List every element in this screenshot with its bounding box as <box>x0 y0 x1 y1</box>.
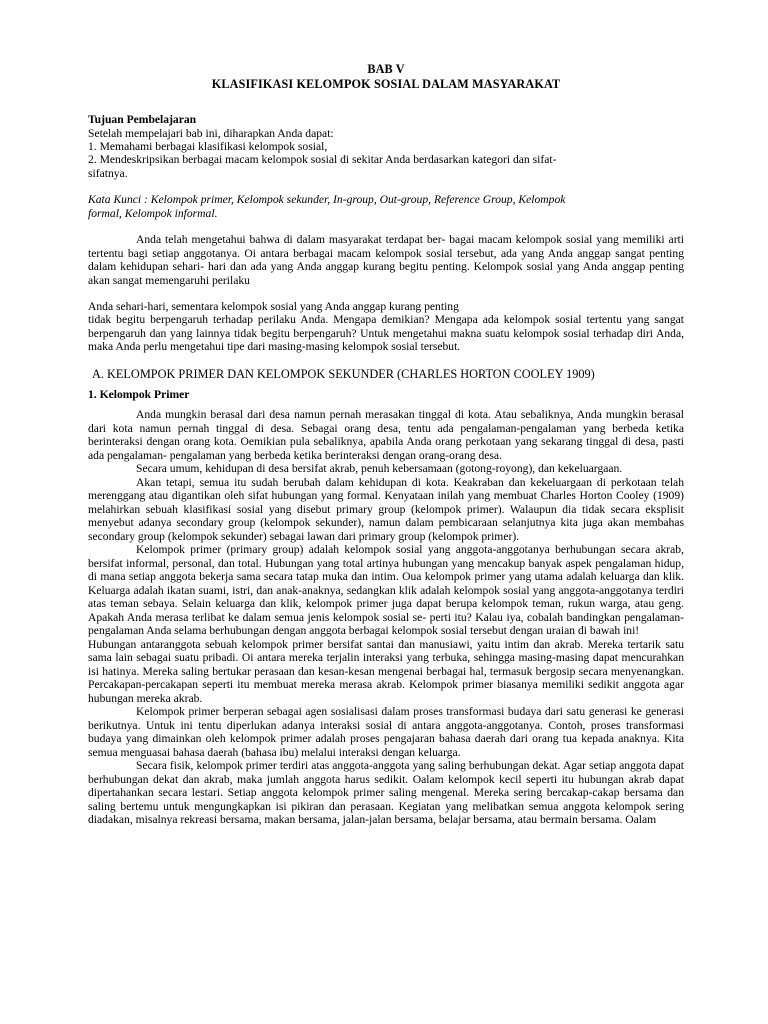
intro-paragraph-1: Anda telah mengetahui bahwa di dalam masyarakat terdapat ber- bagai macam kelompok sosial yang memiliki arti tertentu bagi setiap anggotanya. Oi antara berbagai macam kelompok sosial tersebut, ada yang Anda anggap sangat penting dalam kehidupan sehari- hari dan ada yang Anda anggap kurang begitu penting. Kelompok sosial yang Anda anggap penting akan sangat memengaruhi perilaku <box>88 233 684 287</box>
spacer <box>88 91 684 113</box>
spacer <box>88 220 684 233</box>
section-a-paragraph-4: Kelompok primer (primary group) adalah kelompok sosial yang anggota-anggotanya berhubungan secara akrab, bersifat informal, personal, dan total. Hubungan yang total artinya hubungan yang mencakup banyak aspek pengalaman hidup, di mana setiap anggota bekerja sama secara tatap muka dan intim. Oua kelompok primer yang utama adalah keluarga dan klik. Keluarga adalah ikatan suami, istri, dan anak-anaknya, sedangkan klik adalah kelompok sosial yang anggota-anggotanya terdiri atas teman sebaya. Selain keluarga dan klik, kelompok primer juga dapat berupa kelompok teman, rukun warga, atau geng. Apakah Anda merasa terlibat ke dalam semua jenis kelompok sosial se- perti itu? Kalau iya, cobalah bandingkan pengalaman-pengalaman Anda selama berhubungan dengan anggota berbagai kelompok sosial tersebut dengan uraian di bawah ini! <box>88 543 684 638</box>
section-a-paragraph-6: Kelompok primer berperan sebagai agen sosialisasi dalam proses transformasi budaya dari satu generasi ke generasi berikutnya. Untuk ini tentu diperlukan adanya interaksi sosial di antara anggota-anggotanya. Contoh, proses transformasi budaya yang dimainkan oleh kelompok primer adalah proses pengajaran bahasa daerah dari orang tua kepada anaknya. Kita semua menguasai bahasa daerah (bahasa ibu) melalui interaksi dengan keluarga. <box>88 705 684 759</box>
spacer <box>88 180 684 193</box>
chapter-heading <box>88 62 684 91</box>
intro-paragraph-2-body: tidak begitu berpengaruh terhadap perilaku Anda. Mengapa demikian? Mengapa ada kelompok sosial tertentu yang sangat berpengaruh dan yang lainnya tidak begitu berpengaruh? Untuk mengetahui makna suatu kelompok sosial terhadap diri Anda, maka Anda perlu mengetahui tipe dari masing-masing kelompok sosial tersebut. <box>88 313 684 354</box>
spacer <box>88 287 684 300</box>
keywords-line-1: Kata Kunci : Kelompok primer, Kelompok sekunder, In-group, Out-group, Reference Group, Kelompok <box>88 193 566 207</box>
page-content <box>88 62 684 827</box>
section-a-paragraph-3: Akan tetapi, semua itu sudah berubah dalam kehidupan di kota. Keakraban dan kekeluargaan di perkotaan telah merenggang atau digantikan oleh sifat hubungan yang formal. Kenyataan inilah yang membuat Charles Horton Cooley (1909) melahirkan sebuah klasifikasi sosial yang disebut primary group (kelompok primer). Walaupun dia tidak secara eksplisit menyebut adanya secondary group (kelompok sekunder), namun dalam pembicaraan selanjutnya kita juga akan membahas secondary group (kelompok sekunder) sebagai lawan dari primary group (kelompok primer). <box>88 475 684 543</box>
section-a-paragraph-7: Secara fisik, kelompok primer terdiri atas anggota-anggota yang saling berhubungan dekat. Agar setiap anggota dapat berhubungan dekat dan akrab, maka jumlah anggota harus sedikit. Oalam kelompok kecil seperti itu hubungan akrab dapat dipertahankan secara lestari. Setiap anggota kelompok primer saling mengenal. Mereka sering bercakap-cakap bersama dan saling bertemu untuk mengungkapkan isi pikiran dan perasaan. Kegiatan yang melibatkan semua anggota kelompok sering diadakan, misalnya rekreasi bersama, makan bersama, jalan-jalan bersama, belajar bersama, atau bermain bersama. Oalam <box>88 759 684 827</box>
learning-objective-item-2-continuation: sifatnya. <box>88 166 128 180</box>
section-a-subheading-1: 1. Kelompok Primer <box>88 387 190 401</box>
section-a-heading: A. KELOMPOK PRIMER DAN KELOMPOK SEKUNDER (CHARLES HORTON COOLEY 1909) <box>92 366 595 381</box>
spacer <box>88 354 684 367</box>
section-a-paragraph-1: Anda mungkin berasal dari desa namun pernah merasakan tinggal di kota. Atau sebaliknya, Anda mungkin berasal dari kota namun pernah tinggal di desa. Sebagai orang desa, tentu ada pengalaman-pengalaman yang berbeda ketika berinteraksi dengan orang kota. Oemikian pula sebaliknya, apabila Anda orang perkotaan yang sekarang tinggal di desa, pasti ada pengalaman- pengalaman yang berbeda ketika berinteraksi dengan orang-orang desa. <box>88 408 684 462</box>
section-a-paragraph-5: Hubungan antaranggota sebuah kelompok primer bersifat santai dan manusiawi, yaitu intim dan akrab. Mereka tertarik satu sama lain sebagai suatu pribadi. Oi antara mereka terjalin interaksi yang terbuka, sehingga masing-masing dapat mencurahkan isi hatinya. Mereka saling bertukar perasaan dan kesan-kesan mengenai berbagai hal, termasuk bergosip secara menyenangkan. Percakapan-percakapan seperti itu membuat mereka merasa akrab. Kelompok primer biasanya memiliki sedikit anggota agar hubungan mereka akrab. <box>88 637 684 705</box>
chapter-title: KLASIFIKASI KELOMPOK SOSIAL DALAM MASYARAKAT <box>211 76 561 91</box>
learning-objective-item-1: 1. Memahami berbagai klasifikasi kelompok sosial, <box>88 140 328 153</box>
spacer <box>88 381 684 388</box>
learning-objectives-intro: Setelah mempelajari bab ini, diharapkan Anda dapat: <box>88 126 334 140</box>
intro-paragraph-2-first-line: Anda sehari-hari, sementara kelompok sosial yang Anda anggap kurang penting <box>88 300 459 314</box>
keywords-line-2: formal, Kelompok informal. <box>88 206 218 220</box>
spacer <box>88 401 684 408</box>
learning-objective-item-2: 2. Mendeskripsikan berbagai macam kelompok sosial di sekitar Anda berdasarkan kategori dan sifat- <box>88 153 557 167</box>
learning-objectives-heading: Tujuan Pembelajaran <box>88 113 197 127</box>
section-a-paragraph-2: Secara umum, kehidupan di desa bersifat akrab, penuh kebersamaan (gotong-royong), dan kekeluargaan. <box>136 462 623 476</box>
chapter-label: BAB V <box>367 62 405 76</box>
